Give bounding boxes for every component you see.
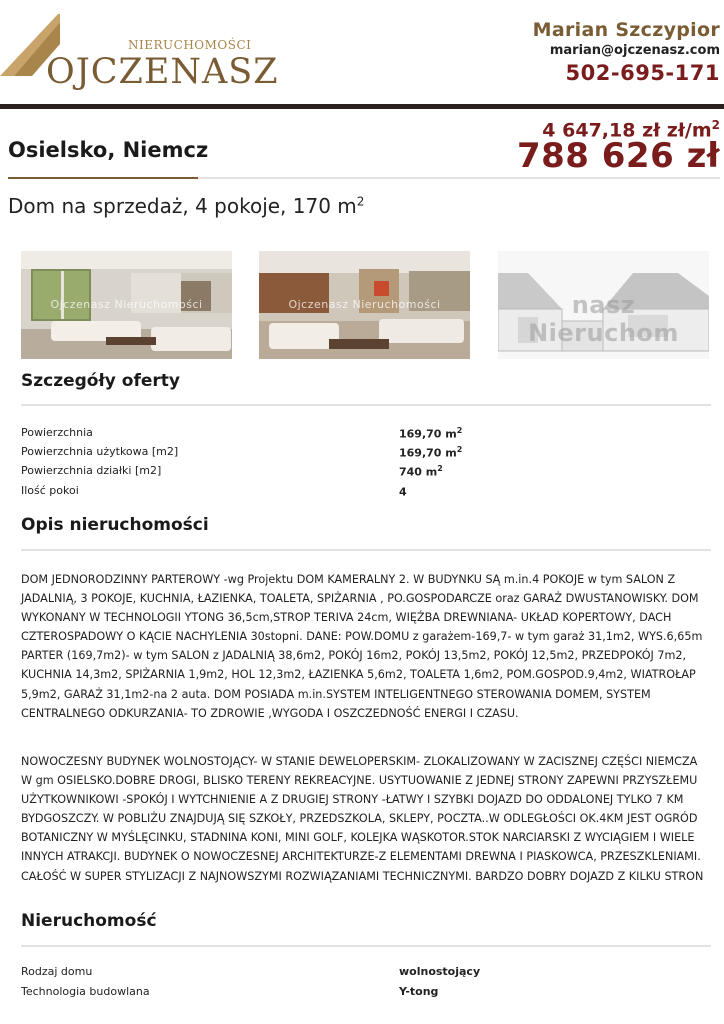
listing-subtitle: Dom na sprzedaż, 4 pokoje, 170 $m^2$	[8, 194, 365, 218]
logo-text: OJCZENASZ	[46, 52, 279, 92]
detail-label: Powierzchnia działki [m2]	[21, 464, 162, 477]
agent-phone[interactable]: 502-695-171	[565, 61, 720, 85]
detail-label: Powierzchnia użytkowa [m2]	[21, 445, 179, 458]
details-heading: Szczegóły oferty	[21, 371, 180, 391]
detail-row	[21, 426, 711, 444]
agent-name: Marian Szczypior	[532, 19, 720, 41]
listing-price: 788 626 zł	[516, 136, 720, 176]
detail-value: 169,70 $m^2$	[399, 445, 463, 460]
detail-value: 4	[399, 485, 407, 499]
detail-label: Ilość pokoi	[21, 484, 79, 497]
property-value: wolnostojący	[399, 965, 481, 978]
photo-watermark: nasz Nieruchom	[528, 291, 679, 347]
details-divider	[21, 404, 711, 406]
property-heading: Nieruchomość	[21, 911, 157, 931]
photo-watermark: Ojczenasz Nieruchomości	[50, 298, 203, 311]
property-value: Y-tong	[399, 985, 439, 998]
header-divider	[0, 104, 724, 109]
description-heading: Opis nieruchomości	[21, 515, 209, 535]
property-row	[21, 965, 711, 983]
property-divider	[21, 945, 711, 947]
detail-value: 169,70 $m^2$	[399, 426, 463, 441]
detail-row	[21, 464, 711, 482]
price-per-m2: 4 647,18 zł $zł/m^2$	[542, 118, 720, 142]
photo-house-elevation[interactable]	[498, 251, 709, 359]
property-label: Rodzaj domu	[21, 965, 93, 978]
detail-row	[21, 484, 711, 502]
description-divider	[21, 549, 711, 551]
photo-living-room-1[interactable]	[21, 251, 232, 359]
photo-living-room-2[interactable]	[259, 251, 470, 359]
photo-watermark: Ojczenasz Nieruchomości	[288, 298, 441, 311]
property-row	[21, 985, 711, 1003]
detail-value: 740 $m^2$	[399, 464, 443, 479]
property-label: Technologia budowlana	[21, 985, 150, 998]
agent-contact	[533, 18, 720, 86]
detail-label: Powierzchnia	[21, 426, 93, 439]
title-divider-accent	[8, 177, 198, 179]
logo-tagline: NIERUCHOMOŚCI	[128, 38, 252, 52]
listing-location: Osielsko, Niemcz	[8, 138, 209, 162]
description-paragraph: DOM JEDNORODZINNY PARTEROWY -wg Projektu DOM KAMERALNY 2. W BUDYNKU SĄ m.in.4 POKOJE w tym SALON Z JADALNIĄ, 3 POKOJE, KUCHNIA, ŁAZIENKA, TOALETA, SPIŻARNIA , PO.GOSPODARCZE oraz GARAŻ DWUSTANOWISKY. DOM WYKONANY W TECHNOLOGII YTONG 36,5cm,STROP TERIVA 24cm, WIĘŹBA DREWNIANA- UKŁAD KOPERTOWY, DACH CZTEROSPADOWY O KĄCIE NACHYLENIA 30stopni. DANE: POW.DOMU z garażem-169,7- w tym garaż 31,1m2, WYS.6,65m PARTER (169,7m2)- w tym SALON z JADALNIĄ 38,6m2, POKÓJ 16m2, POKÓJ 13,5m2, POKÓJ 12,5m2, PRZEDPOKÓJ 7m2, KUCHNIA 14,3m2, SPIŻARNIA 1,9m2, HOL 12,3m2, ŁAZIENKA 5,6m2, TOALETA 1,6m2, POM.GOSPOD.9,4m2, WIATROŁAP 5,9m2, GARAŻ 31,1m2-na 2 auta. DOM POSIADA m.in.SYSTEM INTELIGENTNEGO STEROWANIA DOMEM, SYSTEM CENTRALNEGO ODKURZANIA- TO ZDROWIE ,WYGODA I OSZCZEDNOŚĆ ENERGI I CZASU.	[21, 573, 703, 720]
description-paragraph: NOWOCZESNY BUDYNEK WOLNOSTOJĄCY- W STANIE DEWELOPERSKIM- ZLOKALIZOWANY W ZACISZNEJ CZĘŚCI NIEMCZA W gm OSIELSKO.DOBRE DROGI, BLISKO TERENY REKREACYJNE. USYTUOWANIE Z JEDNEJ STRONY ZAPEWNI PRZYSZŁEMU UŻYTKOWNIKOWI -SPOKÓJ I WYTCHNIENIE A Z DRUGIEJ STRONY -ŁATWY I SZYBKI DOJAZD DO ODDALONEJ TYLKO 7 KM BYDGOSZCZY. W POBLIŻU ZNAJDUJĄ SIĘ SZKOŁY, PRZEDSZKOLA, SKLEPY, POCZTA..W ODLEGŁOŚCI OK.4KM JEST OGRÓD BOTANICZNY W MYŚLĘCINKU, STADNINA KONI, MINI GOLF, KOLEJKA WĄSKOTOR.STOK NARCIARSKI Z WYCIĄGIEM I WIELE INNYCH ATRAKCJI. BUDYNEK O NOWOCZESNEJ ARCHITEKTURZE-Z ELEMENTAMI DREWNA I PIASKOWCA, PRZESZKLENIAMI. CAŁOŚĆ W SUPER STYLIZACJI Z NAJNOWSZYMI ROZWIĄZANIAMI TECHNICZNYMI. BARDZO DOBRY DOJAZD Z KILKU STRON	[21, 755, 704, 883]
detail-row	[21, 445, 711, 463]
agent-email[interactable]: marian@ojczenasz.com	[549, 43, 720, 58]
